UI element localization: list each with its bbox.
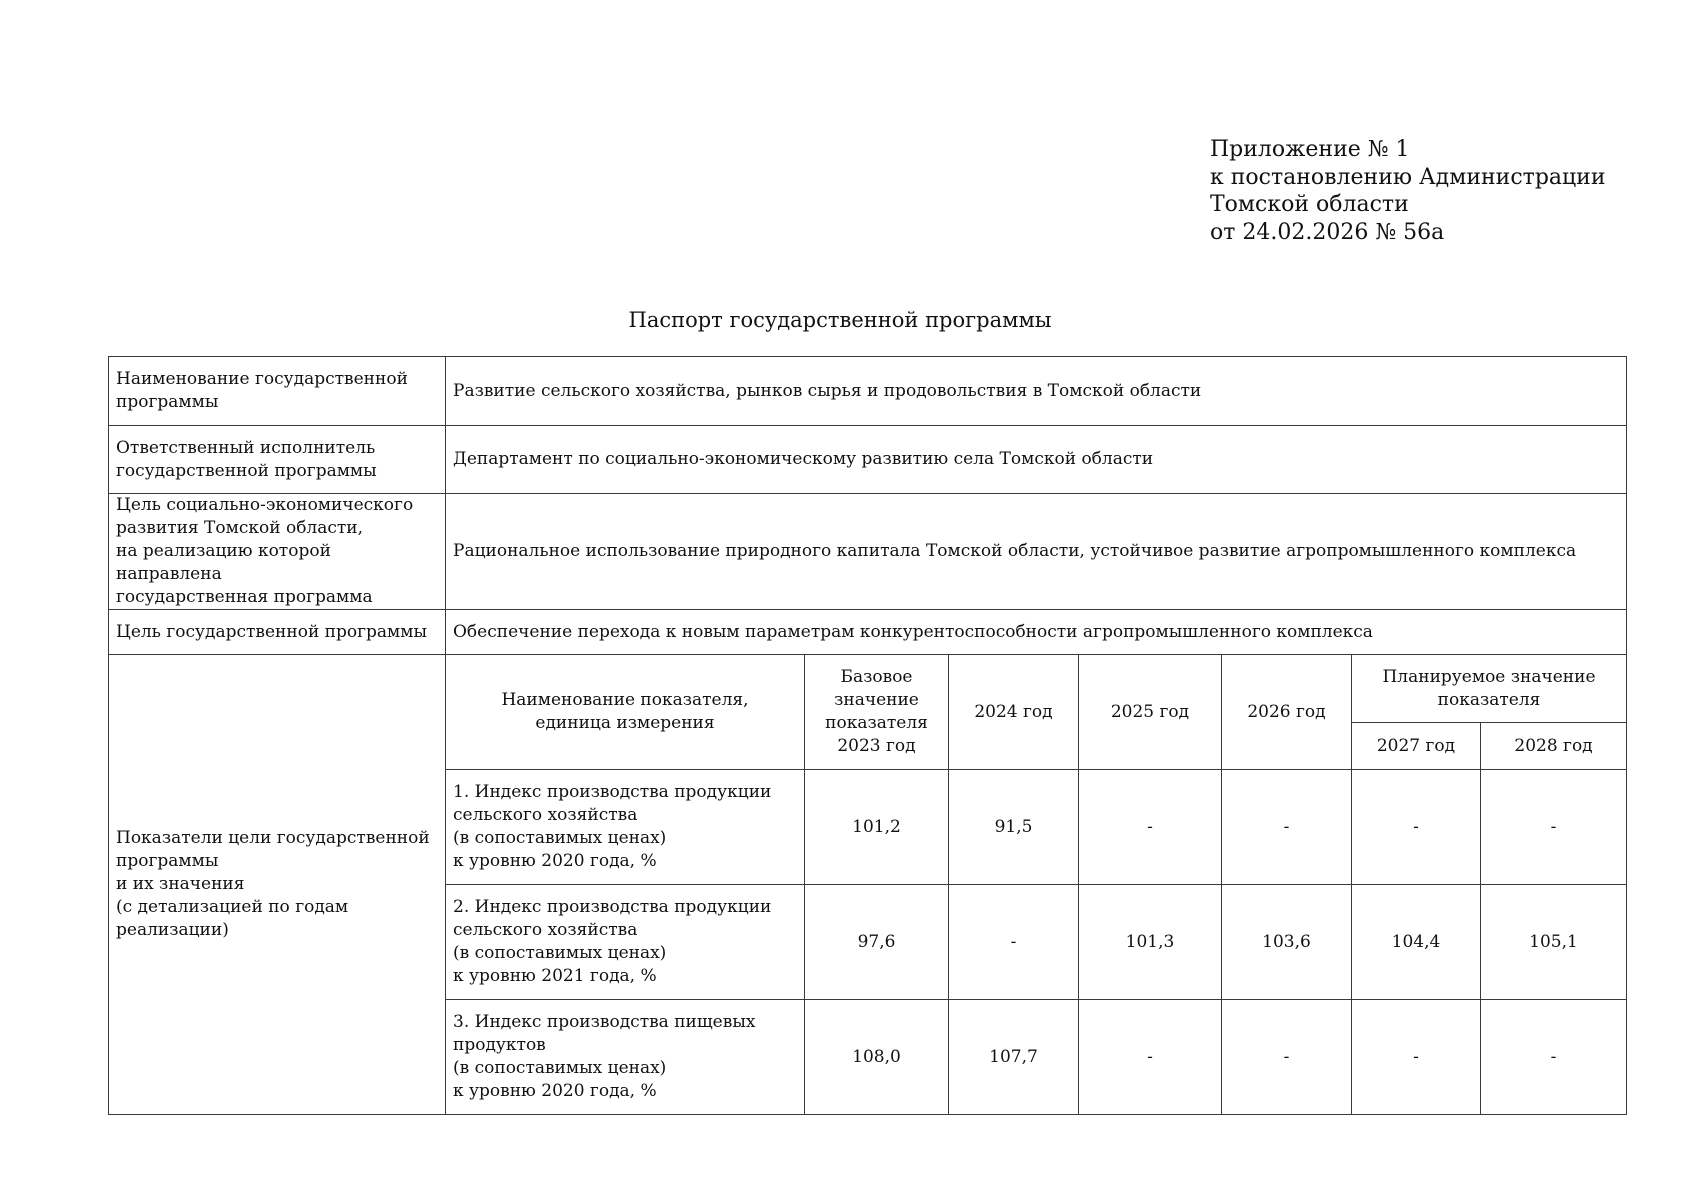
header-year-2025: 2025 год bbox=[1079, 655, 1222, 770]
indicator-value-2027: 104,4 bbox=[1352, 885, 1481, 1000]
indicator-name: 1. Индекс производства продукции сельского хозяйства (в сопоставимых ценах) к уровню 2020 года, % bbox=[446, 770, 805, 885]
program-goal-value: Обеспечение перехода к новым параметрам конкурентоспособности агропромышленного комплекса bbox=[446, 610, 1627, 655]
indicator-value-2028: 105,1 bbox=[1481, 885, 1627, 1000]
header-year-2027: 2027 год bbox=[1352, 723, 1481, 770]
program-name-value: Развитие сельского хозяйства, рынков сырья и продовольствия в Томской области bbox=[446, 357, 1627, 426]
indicator-value-2027: - bbox=[1352, 1000, 1481, 1115]
appendix-line-1: Приложение № 1 bbox=[1210, 137, 1410, 162]
row-executor bbox=[109, 426, 1627, 494]
indicator-value-2028: - bbox=[1481, 1000, 1627, 1115]
socio-goal-label: Цель социально-экономического развития Томской области, на реализацию которой направлена государственная программа bbox=[109, 494, 446, 610]
header-year-2026: 2026 год bbox=[1222, 655, 1352, 770]
header-base-value: Базовое значение показателя 2023 год bbox=[805, 655, 949, 770]
header-planned-value: Планируемое значение показателя bbox=[1352, 655, 1627, 723]
socio-goal-value: Рациональное использование природного капитала Томской области, устойчивое развитие агропромышленного комплекса bbox=[446, 494, 1627, 610]
row-socio-goal bbox=[109, 494, 1627, 610]
indicator-base-value: 108,0 bbox=[805, 1000, 949, 1115]
indicator-base-value: 101,2 bbox=[805, 770, 949, 885]
indicator-header-row-1 bbox=[109, 655, 1627, 723]
indicator-value-2026: - bbox=[1222, 1000, 1352, 1115]
appendix-line-3: Томской области bbox=[1210, 192, 1409, 217]
appendix-block bbox=[1210, 136, 1606, 246]
program-goal-label: Цель государственной программы bbox=[109, 610, 446, 655]
appendix-line-4: от 24.02.2026 № 56а bbox=[1210, 219, 1445, 245]
document-title: Паспорт государственной программы bbox=[628, 308, 1052, 332]
program-name-label: Наименование государственной программы bbox=[109, 357, 446, 426]
indicator-name: 3. Индекс производства пищевых продуктов (в сопоставимых ценах) к уровню 2020 года, % bbox=[446, 1000, 805, 1115]
indicator-name: 2. Индекс производства продукции сельского хозяйства (в сопоставимых ценах) к уровню 2021 года, % bbox=[446, 885, 805, 1000]
indicator-value-2028: - bbox=[1481, 770, 1627, 885]
indicator-base-value: 97,6 bbox=[805, 885, 949, 1000]
header-year-2024: 2024 год bbox=[949, 655, 1079, 770]
indicator-value-2025: - bbox=[1079, 770, 1222, 885]
executor-label: Ответственный исполнитель государственной программы bbox=[109, 426, 446, 494]
indicator-value-2026: 103,6 bbox=[1222, 885, 1352, 1000]
indicators-label: Показатели цели государственной программы и их значения (с детализацией по годам реализации) bbox=[109, 655, 446, 1115]
row-program-goal bbox=[109, 610, 1627, 655]
indicator-value-2025: 101,3 bbox=[1079, 885, 1222, 1000]
indicator-value-2025: - bbox=[1079, 1000, 1222, 1115]
indicator-value-2024: - bbox=[949, 885, 1079, 1000]
indicator-value-2026: - bbox=[1222, 770, 1352, 885]
indicator-value-2024: 107,7 bbox=[949, 1000, 1079, 1115]
header-indicator-name: Наименование показателя, единица измерения bbox=[446, 655, 805, 770]
indicator-value-2027: - bbox=[1352, 770, 1481, 885]
passport-table bbox=[108, 356, 1627, 1115]
indicator-value-2024: 91,5 bbox=[949, 770, 1079, 885]
header-year-2028: 2028 год bbox=[1481, 723, 1627, 770]
executor-value: Департамент по социально-экономическому развитию села Томской области bbox=[446, 426, 1627, 494]
row-program-name bbox=[109, 357, 1627, 426]
appendix-line-2: к постановлению Администрации bbox=[1210, 164, 1606, 190]
